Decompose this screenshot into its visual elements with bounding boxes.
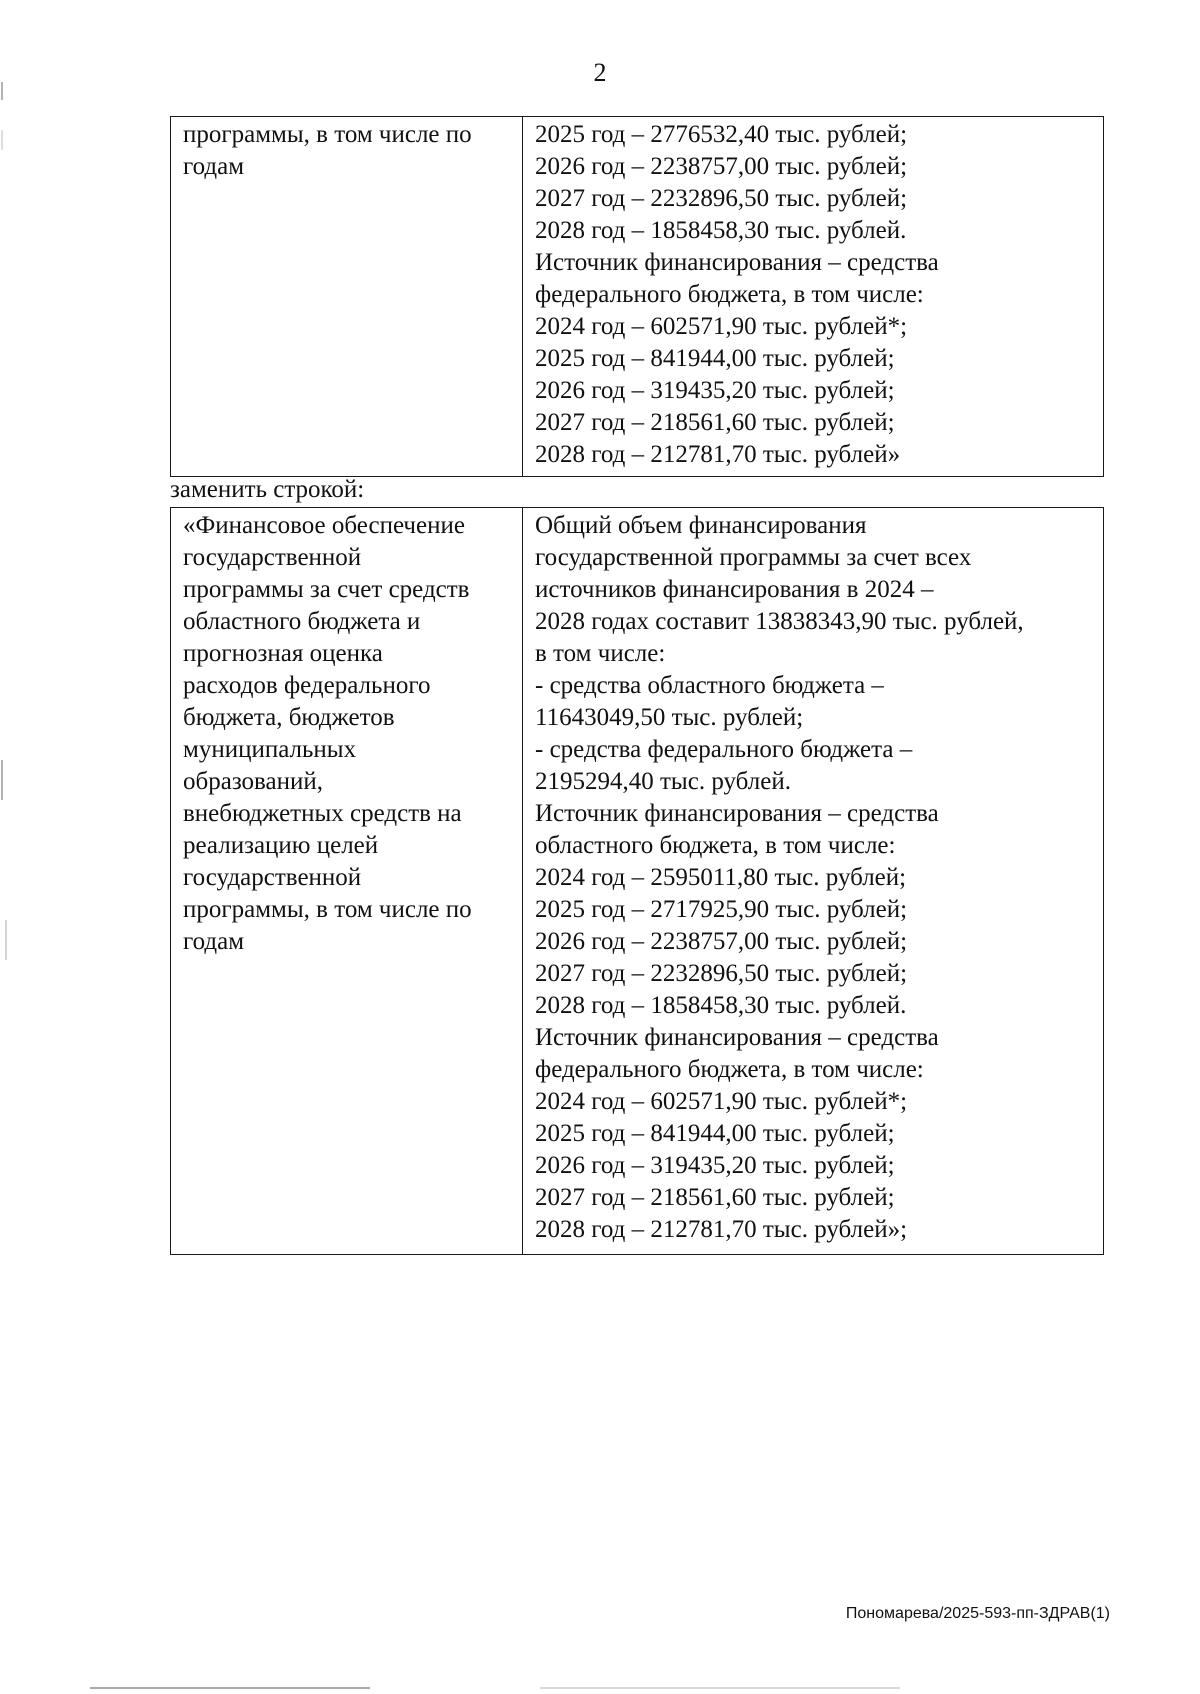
new-row-value-line: 2024 год – 602571,90 тыс. рублей*;: [535, 1088, 908, 1115]
new-row-label-line: реализацию целей: [183, 832, 379, 859]
passport-table-new-row: [170, 507, 1104, 1255]
new-row-label-cell: [171, 508, 523, 1254]
new-row-value-line: 2028 год – 1858458,30 тыс. рублей.: [535, 992, 907, 1019]
old-row-value-line: 2026 год – 319435,20 тыс. рублей;: [535, 377, 895, 404]
new-row-value-line: 2025 год – 2717925,90 тыс. рублей;: [535, 896, 908, 923]
new-row-label-line: внебюджетных средств на: [183, 800, 462, 827]
new-row-value-line: Общий объем финансирования: [535, 512, 867, 539]
new-row-value-line: 11643049,50 тыс. рублей;: [535, 704, 804, 731]
old-row-label-cell: [171, 117, 523, 476]
old-row-value-line: 2027 год – 2232896,50 тыс. рублей;: [535, 185, 908, 212]
old-row-value-line: федерального бюджета, в том числе:: [535, 281, 924, 308]
passport-table-old-row: [170, 116, 1104, 477]
new-row-value-line: 2025 год – 841944,00 тыс. рублей;: [535, 1120, 895, 1147]
old-row-value-cell: [523, 117, 1103, 476]
old-row-value-line: 2028 год – 212781,70 тыс. рублей»: [535, 441, 901, 468]
new-row-value-line: 2026 год – 2238757,00 тыс. рублей;: [535, 928, 908, 955]
page-number: 2: [593, 58, 607, 87]
new-row-value-line: государственной программы за счет всех: [535, 544, 972, 571]
new-row-label-line: прогнозная оценка: [183, 640, 383, 667]
old-row-value-line: 2025 год – 2776532,40 тыс. рублей;: [535, 121, 908, 148]
replace-with-caption: заменить строкой:: [170, 476, 365, 503]
new-row-value-line: 2027 год – 2232896,50 тыс. рублей;: [535, 960, 908, 987]
old-row-value-line: 2028 год – 1858458,30 тыс. рублей.: [535, 217, 907, 244]
old-row-value-line: Источник финансирования – средства: [535, 249, 939, 276]
new-row-label-line: программы за счет средств: [183, 576, 470, 603]
old-row-label-line: годам: [183, 153, 245, 180]
new-row-value-line: 2024 год – 2595011,80 тыс. рублей;: [535, 864, 907, 891]
new-row-value-cell: [523, 508, 1103, 1254]
new-row-value-line: Источник финансирования – средства: [535, 1024, 939, 1051]
new-row-label-line: годам: [183, 928, 245, 955]
new-row-label-line: образований,: [183, 768, 324, 795]
new-row-label-line: «Финансовое обеспечение: [183, 512, 465, 539]
new-row-label-line: муниципальных: [183, 736, 357, 763]
new-row-value-line: 2028 год – 212781,70 тыс. рублей»;: [535, 1216, 908, 1243]
new-row-value-line: 2028 годах составит 13838343,90 тыс. рублей,: [535, 608, 1024, 635]
old-row-value-line: 2026 год – 2238757,00 тыс. рублей;: [535, 153, 908, 180]
new-row-value-line: 2026 год – 319435,20 тыс. рублей;: [535, 1152, 895, 1179]
new-row-value-line: источников финансирования в 2024 –: [535, 576, 934, 603]
new-row-label-line: областного бюджета и: [183, 608, 421, 635]
new-row-label-line: бюджета, бюджетов: [183, 704, 395, 731]
new-row-value-line: федерального бюджета, в том числе:: [535, 1056, 924, 1083]
new-row-value-line: 2195294,40 тыс. рублей.: [535, 768, 791, 795]
new-row-value-line: областного бюджета, в том числе:: [535, 832, 896, 859]
document-reference: Пономарева/2025-593-пп-ЗДРАВ(1): [845, 1605, 1110, 1622]
new-row-label-line: государственной: [183, 864, 362, 891]
new-row-value-line: в том числе:: [535, 640, 666, 667]
new-row-label-line: программы, в том числе по: [183, 896, 472, 923]
old-row-label-line: программы, в том числе по: [183, 121, 472, 148]
new-row-value-line: - средства областного бюджета –: [535, 672, 884, 699]
old-row-value-line: 2024 год – 602571,90 тыс. рублей*;: [535, 313, 908, 340]
new-row-label-line: расходов федерального: [183, 672, 431, 699]
new-row-value-line: - средства федерального бюджета –: [535, 736, 913, 763]
new-row-value-line: Источник финансирования – средства: [535, 800, 939, 827]
old-row-value-line: 2027 год – 218561,60 тыс. рублей;: [535, 409, 895, 436]
new-row-value-line: 2027 год – 218561,60 тыс. рублей;: [535, 1184, 895, 1211]
new-row-label-line: государственной: [183, 544, 362, 571]
old-row-value-line: 2025 год – 841944,00 тыс. рублей;: [535, 345, 895, 372]
